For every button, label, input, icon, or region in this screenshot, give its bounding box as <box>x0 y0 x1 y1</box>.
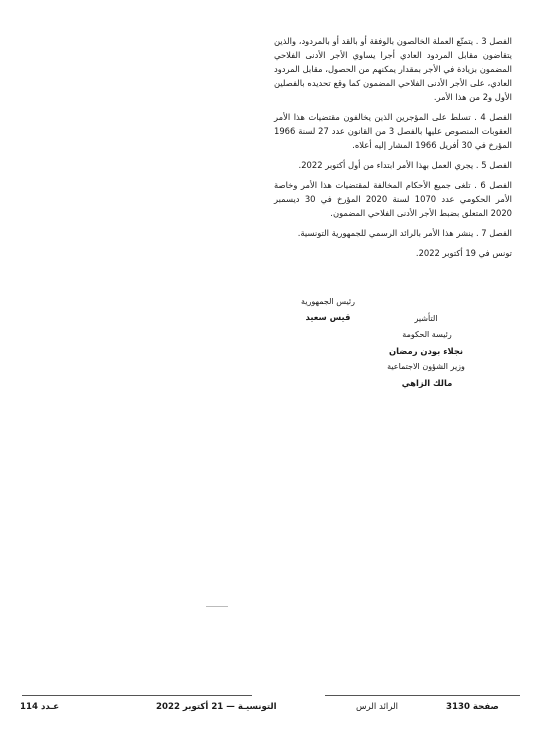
article-7: الفصل 7 . ينشر هذا الأمر بالرائد الرسمي للجمهورية التونسية. <box>297 228 512 238</box>
footer-rule-right <box>325 695 520 696</box>
minister-title: وزير الشؤون الاجتماعية <box>387 362 465 371</box>
footer-page-number: صفحة 3130 <box>446 702 499 712</box>
footer-issue-number: عـدد 114 <box>20 702 60 712</box>
footer-rule-left <box>22 695 252 696</box>
scan-speck <box>206 606 228 607</box>
president-name: قيس سعيد <box>305 312 351 322</box>
president-title: رئيس الجمهورية <box>301 297 355 306</box>
date-line: تونس في 19 أكتوبر 2022. <box>415 248 512 258</box>
article-5: الفصل 5 . يجري العمل بهذا الأمر ابتداء من أول أكتوبر 2022. <box>298 160 512 170</box>
article-4: الفصل 4 . تسلط على المؤجرين الذين يخالفون مقتضيات هذا الأمر العقوبات المنصوص عليها بالفصل 3 من القانون عدد 27 لسنة 1966 المؤرخ في 30 أفريل 1966 المشار إليه أعلاه. <box>274 112 512 150</box>
decree-text-column <box>274 34 512 266</box>
prime-minister-name: نجلاء بودن رمضان <box>388 346 464 356</box>
article-3: الفصل 3 . يتمتّع العملة الخالصون بالوفقة أو بالقد أو بالمردود، والذين يتقاضون مقابل المردود العادي أجرا يساوي الأجر الأدنى الفلاحي المضمون بزيادة في الأجر بمقدار يمكنهم من الحصول، مقابل المردود العادي، على الأجر الأدنى الفلاحي المضمون كما وقع تحديده بالفصلين الأول و2 من هذا الأمر. <box>274 36 512 102</box>
countersign-label: التأشير <box>414 314 438 323</box>
article-6: الفصل 6 . تلغى جميع الأحكام المخالفة لمقتضيات هذا الأمر وخاصة الأمر الحكومي عدد 1070 لسنة 2020 المؤرخ في 30 ديسمبر 2020 المتعلق بضبط الأجر الأدنى الفلاحي المضمون. <box>274 180 513 218</box>
footer-gazette-name: الرائد الرس <box>356 702 399 712</box>
prime-minister-title: رئيسة الحكومة <box>402 330 452 339</box>
minister-name: مالك الزاهي <box>401 378 453 388</box>
footer-gazette-date: التونسيـة — 21 أكتوبر 2022 <box>156 702 277 712</box>
